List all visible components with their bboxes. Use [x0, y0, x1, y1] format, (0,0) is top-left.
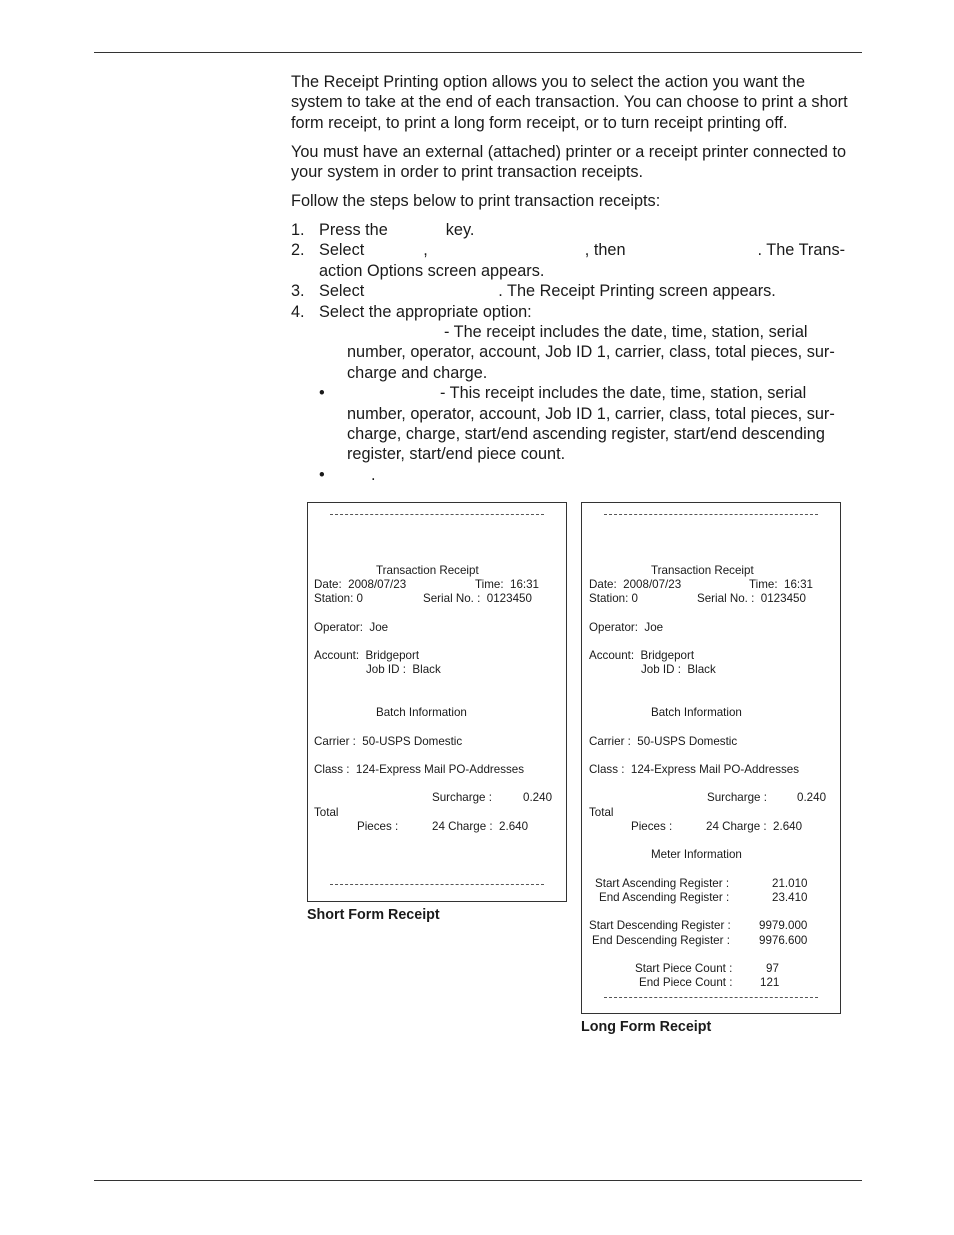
intro-paragraph-3: Follow the steps below to print transaction receipts:: [291, 192, 661, 211]
step-2-text-b: ,: [423, 241, 428, 260]
receipt-carrier: Carrier : 50-USPS Domestic: [589, 735, 738, 748]
receipt-operator: Operator: Joe: [589, 621, 664, 634]
option-short-form-text: - The receipt includes the date, time, station, serial: [444, 322, 808, 341]
receipt-time: Time: 16:31: [749, 578, 814, 591]
step-2-text-c: , then: [584, 241, 626, 260]
footer-rule: [94, 1180, 862, 1181]
step-3-number: 3.: [291, 282, 305, 301]
option-off-bullet: •: [319, 465, 325, 484]
receipt-title: Transaction Receipt: [651, 564, 754, 577]
option-short-form-line-3: charge and charge.: [347, 363, 488, 382]
receipt-operator: Operator: Joe: [314, 621, 389, 634]
option-long-form-bullet: •: [319, 384, 325, 403]
receipt-class: Class : 124-Express Mail PO-Addresses: [589, 763, 800, 776]
receipt-job-id: Job ID : Black: [641, 663, 716, 676]
receipt-start-ascending-value: 21.010: [772, 877, 808, 890]
receipt-station: Station: 0: [589, 592, 638, 605]
option-long-form-line-4: register, start/end piece count.: [347, 445, 566, 464]
step-2-text-e: action Options screen appears.: [319, 261, 545, 280]
receipt-title: Transaction Receipt: [376, 564, 479, 577]
step-1-text-b: key.: [445, 220, 475, 239]
receipt-start-ascending-label: Start Ascending Register :: [595, 877, 730, 890]
receipt-date: Date: 2008/07/23: [314, 578, 407, 591]
receipt-start-descending-label: Start Descending Register :: [589, 919, 731, 932]
intro-paragraph-1: The Receipt Printing option allows you to select the action you want the system to take at the end of each transaction. You can choose to print a short form receipt, to print a long form receipt, or to turn receipt printing off.: [291, 73, 848, 132]
long-form-caption: Long Form Receipt: [581, 1019, 712, 1035]
receipt-start-piece-count-value: 97: [766, 962, 779, 975]
receipt-surcharge-value: 0.240: [797, 791, 827, 804]
step-4: [291, 302, 861, 322]
receipt-surcharge-label: Surcharge :: [432, 791, 492, 804]
option-off-text: .: [371, 465, 376, 484]
receipt-surcharge-label: Surcharge :: [707, 791, 767, 804]
receipt-job-id: Job ID : Black: [366, 663, 441, 676]
intro-paragraph-2: You must have an external (attached) printer or a receipt printer connected to your system in order to print transaction receipts.: [291, 142, 847, 182]
receipt-bottom-divider: [604, 997, 818, 998]
receipt-end-piece-count-value: 121: [760, 976, 780, 989]
receipt-account: Account: Bridgeport: [589, 649, 695, 662]
receipt-end-descending-label: End Descending Register :: [592, 934, 730, 947]
receipt-total: Total: [314, 806, 339, 819]
step-2-text-d: . The Trans-: [757, 241, 846, 260]
receipt-serial: Serial No. : 0123450: [697, 592, 806, 605]
receipt-total: Total: [589, 806, 614, 819]
step-3: [291, 281, 861, 301]
option-long-form: [291, 383, 861, 465]
step-2: [291, 240, 861, 281]
option-long-form-line-2: number, operator, account, Job ID 1, carrier, class, total pieces, sur-: [347, 404, 835, 423]
receipt-charge: 24 Charge : 2.640: [432, 820, 529, 833]
step-4-text-a: Select the appropriate option:: [319, 302, 532, 321]
step-4-number: 4.: [291, 302, 305, 321]
receipt-carrier: Carrier : 50-USPS Domestic: [314, 735, 463, 748]
receipt-end-ascending-label: End Ascending Register :: [599, 891, 730, 904]
step-2-text-a: Select: [319, 241, 365, 260]
receipt-charge: 24 Charge : 2.640: [706, 820, 803, 833]
receipt-station: Station: 0: [314, 592, 363, 605]
receipt-end-ascending-value: 23.410: [772, 891, 808, 904]
option-long-form-text: - This receipt includes the date, time, station, serial: [440, 384, 807, 403]
receipt-top-divider: [330, 514, 544, 515]
receipt-serial: Serial No. : 0123450: [423, 592, 532, 605]
receipt-top-divider: [604, 514, 818, 515]
receipt-pieces: Pieces :: [357, 820, 399, 833]
receipt-end-descending-value: 9976.600: [759, 934, 808, 947]
step-1-text-a: Press the: [319, 220, 388, 239]
long-form-receipt: [581, 502, 841, 1014]
step-1: [291, 220, 861, 240]
header-rule: [94, 52, 862, 53]
receipt-class: Class : 124-Express Mail PO-Addresses: [314, 763, 525, 776]
receipt-start-piece-count-label: Start Piece Count :: [635, 962, 733, 975]
option-long-form-line-3: charge, charge, start/end ascending register, start/end descending: [347, 425, 825, 443]
short-form-receipt: [307, 502, 567, 902]
steps-list: [291, 220, 861, 322]
receipt-batch-heading: Batch Information: [376, 706, 467, 719]
receipt-start-descending-value: 9979.000: [759, 919, 808, 932]
step-3-text-b: . The Receipt Printing screen appears.: [498, 282, 776, 301]
receipt-bottom-divider: [330, 884, 544, 885]
option-short-form: [291, 322, 861, 383]
receipt-date: Date: 2008/07/23: [589, 578, 682, 591]
receipt-meter-heading: Meter Information: [651, 848, 742, 861]
option-off: [291, 465, 861, 485]
step-3-text-a: Select: [319, 282, 365, 301]
receipt-end-piece-count-label: End Piece Count :: [639, 976, 733, 989]
receipt-surcharge-value: 0.240: [523, 791, 553, 804]
receipt-pieces: Pieces :: [631, 820, 673, 833]
step-2-number: 2.: [291, 241, 305, 260]
receipt-account: Account: Bridgeport: [314, 649, 420, 662]
body-text: [291, 72, 861, 485]
option-short-form-line-2: number, operator, account, Job ID 1, carrier, class, total pieces, sur-: [347, 343, 835, 362]
receipt-time: Time: 16:31: [475, 578, 540, 591]
receipt-batch-heading: Batch Information: [651, 706, 742, 719]
step-1-number: 1.: [291, 220, 305, 239]
short-form-caption: Short Form Receipt: [307, 907, 440, 923]
